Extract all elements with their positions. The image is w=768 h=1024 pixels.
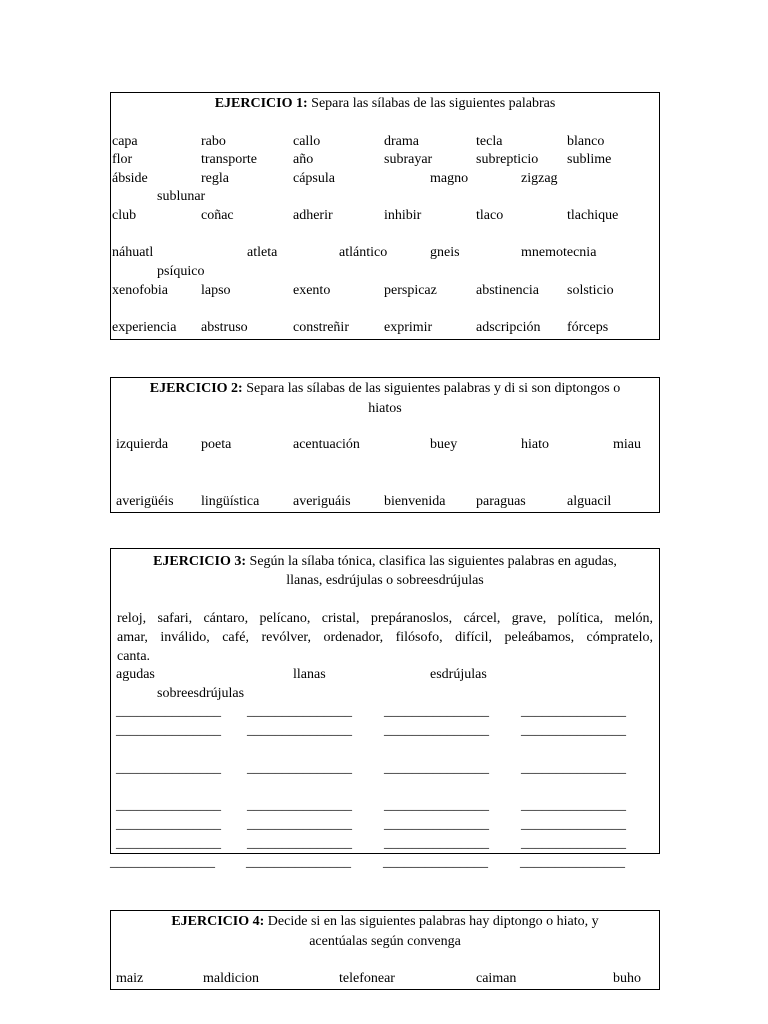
answer-blank[interactable]: _______________ [520,855,625,870]
word-cell: ábside [112,171,148,186]
answer-blank[interactable]: _______________ [383,855,488,870]
word-list-line-3: canta. [117,649,151,664]
word-cell: maiz [116,971,144,986]
answer-blank[interactable]: _______________ [384,761,489,776]
word-cell: miau [613,437,641,452]
word-cell: hiato [521,437,549,452]
exercise-4-label: EJERCICIO 4: [171,914,265,929]
word-cell: telefonear [339,971,395,986]
word-cell: rabo [201,134,226,149]
word-cell: exento [293,283,331,298]
word-cell: subrayar [384,152,433,167]
word-cell: abstinencia [476,283,539,298]
word-cell: callo [293,134,321,149]
word-cell: averiguáis [293,494,351,509]
word-cell: capa [112,134,138,149]
word-list-line-2: amar, inválido, café, revólver, ordenador, filósofo, difícil, peleábamos, cómpratelo, [117,630,653,645]
column-heading-sobreesdrujulas: sobreesdrújulas [157,686,245,701]
exercise-2-title [111,380,659,398]
exercise-3-instruction: Según la sílaba tónica, clasifica las siguientes palabras en agudas, [246,554,617,569]
word-cell: tlachique [567,208,619,223]
word-cell: lapso [201,283,231,298]
word-cell: izquierda [116,437,169,452]
word-list-line-1: reloj, safari, cántaro, pelícano, cristal, prepáranoslos, cárcel, grave, política, melón, [117,611,653,626]
exercise-1-instruction: Separa las sílabas de las siguientes palabras [307,96,556,111]
word-cell: constreñir [293,320,349,335]
word-cell: transporte [201,152,257,167]
answer-blank[interactable]: _______________ [247,836,352,851]
answer-blank[interactable]: _______________ [116,798,221,813]
exercise-3-box [110,548,660,854]
word-cell: acentuación [293,437,360,452]
answer-blank[interactable]: _______________ [384,704,489,719]
answer-blank[interactable]: _______________ [521,817,626,832]
word-cell: solsticio [567,283,614,298]
answer-blank[interactable]: _______________ [521,723,626,738]
exercise-1-box [110,92,660,340]
answer-blank[interactable]: _______________ [116,817,221,832]
word-cell: club [112,208,137,223]
word-cell: cápsula [293,171,335,186]
word-cell: flor [112,152,133,167]
exercise-2-instruction: Separa las sílabas de las siguientes palabras y di si son diptongos o [242,381,621,396]
exercise-3-label: EJERCICIO 3: [153,554,247,569]
word-cell: regla [201,171,229,186]
word-cell: inhibir [384,208,422,223]
answer-blank[interactable]: _______________ [247,761,352,776]
word-cell: experiencia [112,320,177,335]
exercise-3-title-line-2: llanas, esdrújulas o sobreesdrújulas [286,573,484,588]
word-cell: sublunar [157,189,206,204]
answer-blank[interactable]: _______________ [116,761,221,776]
word-cell: atlántico [339,245,388,260]
answer-blank[interactable]: _______________ [384,723,489,738]
word-cell: perspicaz [384,283,437,298]
answer-blank[interactable]: _______________ [116,836,221,851]
answer-blank[interactable]: _______________ [384,798,489,813]
answer-blank[interactable]: _______________ [247,798,352,813]
word-cell: drama [384,134,419,149]
answer-blank[interactable]: _______________ [110,855,215,870]
answer-blank[interactable]: _______________ [384,836,489,851]
word-cell: mnemotecnia [521,245,597,260]
word-cell: náhuatl [112,245,154,260]
word-cell: tecla [476,134,503,149]
answer-blank[interactable]: _______________ [247,704,352,719]
column-heading-llanas: llanas [293,667,326,682]
exercise-4-box [110,910,660,990]
column-heading-agudas: agudas [116,667,155,682]
answer-blank[interactable]: _______________ [521,704,626,719]
word-cell: atleta [247,245,278,260]
word-cell: adherir [293,208,333,223]
answer-blank[interactable]: _______________ [116,704,221,719]
exercise-1-label: EJERCICIO 1: [214,96,308,111]
word-cell: bienvenida [384,494,446,509]
word-cell: exprimir [384,320,433,335]
exercise-2-title-line-2: hiatos [368,401,402,416]
word-cell: caiman [476,971,517,986]
column-heading-esdrujulas: esdrújulas [430,667,487,682]
answer-blank[interactable]: _______________ [521,798,626,813]
word-cell: poeta [201,437,232,452]
answer-blank[interactable]: _______________ [247,817,352,832]
word-cell: abstruso [201,320,248,335]
answer-blank[interactable]: _______________ [247,723,352,738]
answer-blank[interactable]: _______________ [116,723,221,738]
exercise-3-title [111,553,659,571]
word-cell: adscripción [476,320,541,335]
word-cell: fórceps [567,320,609,335]
answer-blank[interactable]: _______________ [521,836,626,851]
word-cell: coñac [201,208,234,223]
word-cell: año [293,152,314,167]
answer-blank[interactable]: _______________ [384,817,489,832]
answer-blank[interactable]: _______________ [246,855,351,870]
word-cell: gneis [430,245,460,260]
answer-blank[interactable]: _______________ [521,761,626,776]
word-cell: tlaco [476,208,504,223]
word-cell: lingüística [201,494,260,509]
word-cell: maldicion [203,971,259,986]
word-cell: buey [430,437,458,452]
word-cell: magno [430,171,469,186]
exercise-1-title [111,95,659,113]
word-cell: averigüéis [116,494,174,509]
exercise-4-instruction: Decide si en las siguientes palabras hay diptongo o hiato, y [264,914,599,929]
exercise-4-title [111,913,659,931]
word-cell: alguacil [567,494,612,509]
exercise-2-label: EJERCICIO 2: [149,381,243,396]
word-cell: blanco [567,134,605,149]
word-cell: buho [613,971,641,986]
word-cell: zigzag [521,171,558,186]
word-cell: xenofobia [112,283,168,298]
word-cell: sublime [567,152,612,167]
word-cell: psíquico [157,264,205,279]
word-cell: paraguas [476,494,526,509]
exercise-2-box [110,377,660,513]
word-cell: subrepticio [476,152,539,167]
exercise-4-title-line-2: acentúalas según convenga [309,934,461,949]
